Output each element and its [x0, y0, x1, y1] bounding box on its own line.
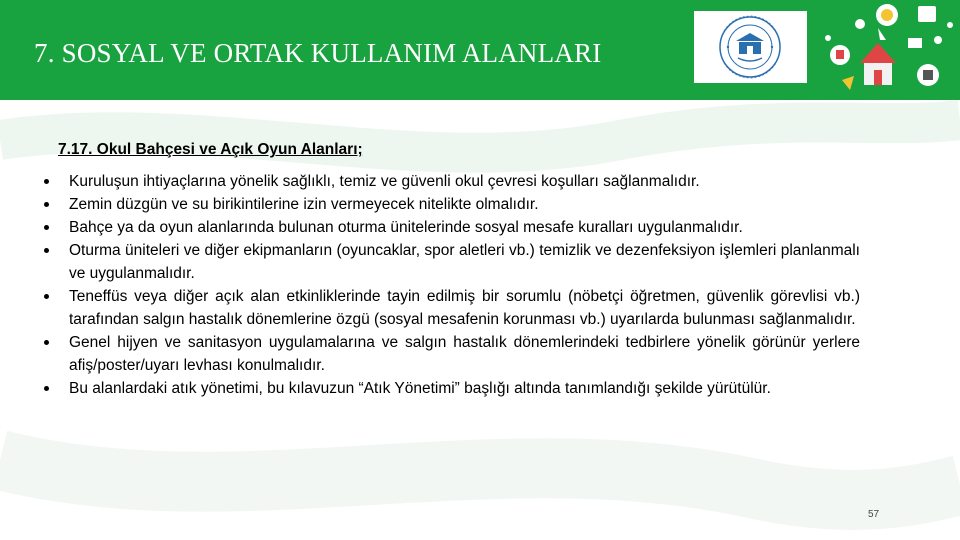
- guideline-list: [44, 170, 860, 400]
- list-item: Kuruluşun ihtiyaçlarına yönelik sağlıklı, temiz ve güvenli okul çevresi koşulları sağlanmalıdır.: [44, 170, 860, 193]
- bullet-icon: [44, 202, 49, 207]
- bullet-icon: [44, 386, 49, 391]
- section-heading: 7.17. Okul Bahçesi ve Açık Oyun Alanları;: [58, 141, 363, 158]
- header-bar: [0, 0, 960, 100]
- list-item: Teneffüs veya diğer açık alan etkinliklerinde tayin edilmiş bir sorumlu (nöbetçi öğretmen, güvenlik görevlisi vb.) tarafından salgın hastalık dönemlerine özgü (sosyal mesafenin korunması vb.) uyarılarda bulunması sağlanmalıdır.: [44, 285, 860, 331]
- slide-title: 7. SOSYAL VE ORTAK KULLANIM ALANLARI: [34, 38, 602, 68]
- bullet-icon: [44, 294, 49, 299]
- bullet-icon: [44, 248, 49, 253]
- list-item: Bu alanlardaki atık yönetimi, bu kılavuzun “Atık Yönetimi” başlığı altında tanımlandığı şekilde yürütülür.: [44, 377, 860, 400]
- list-item: Oturma üniteleri ve diğer ekipmanların (oyuncaklar, spor aletleri vb.) temizlik ve dezenfeksiyon işlemleri planlanmalı ve uygulanmalıdır.: [44, 239, 860, 285]
- school-icons-collage: [820, 0, 960, 100]
- school-emblem-logo: [694, 11, 807, 83]
- list-item: Genel hijyen ve sanitasyon uygulamalarına ve salgın hastalık dönemlerindeki tedbirlere yönelik görünür yerlere afiş/poster/uyarı levhası konulmalıdır.: [44, 331, 860, 377]
- bullet-icon: [44, 179, 49, 184]
- page-number: 57: [868, 509, 880, 520]
- list-item: Bahçe ya da oyun alanlarında bulunan oturma ünitelerinde sosyal mesafe kuralları uygulanmalıdır.: [44, 216, 860, 239]
- list-item: Zemin düzgün ve su birikintilerine izin vermeyecek nitelikte olmalıdır.: [44, 193, 860, 216]
- bullet-icon: [44, 225, 49, 230]
- bullet-icon: [44, 340, 49, 345]
